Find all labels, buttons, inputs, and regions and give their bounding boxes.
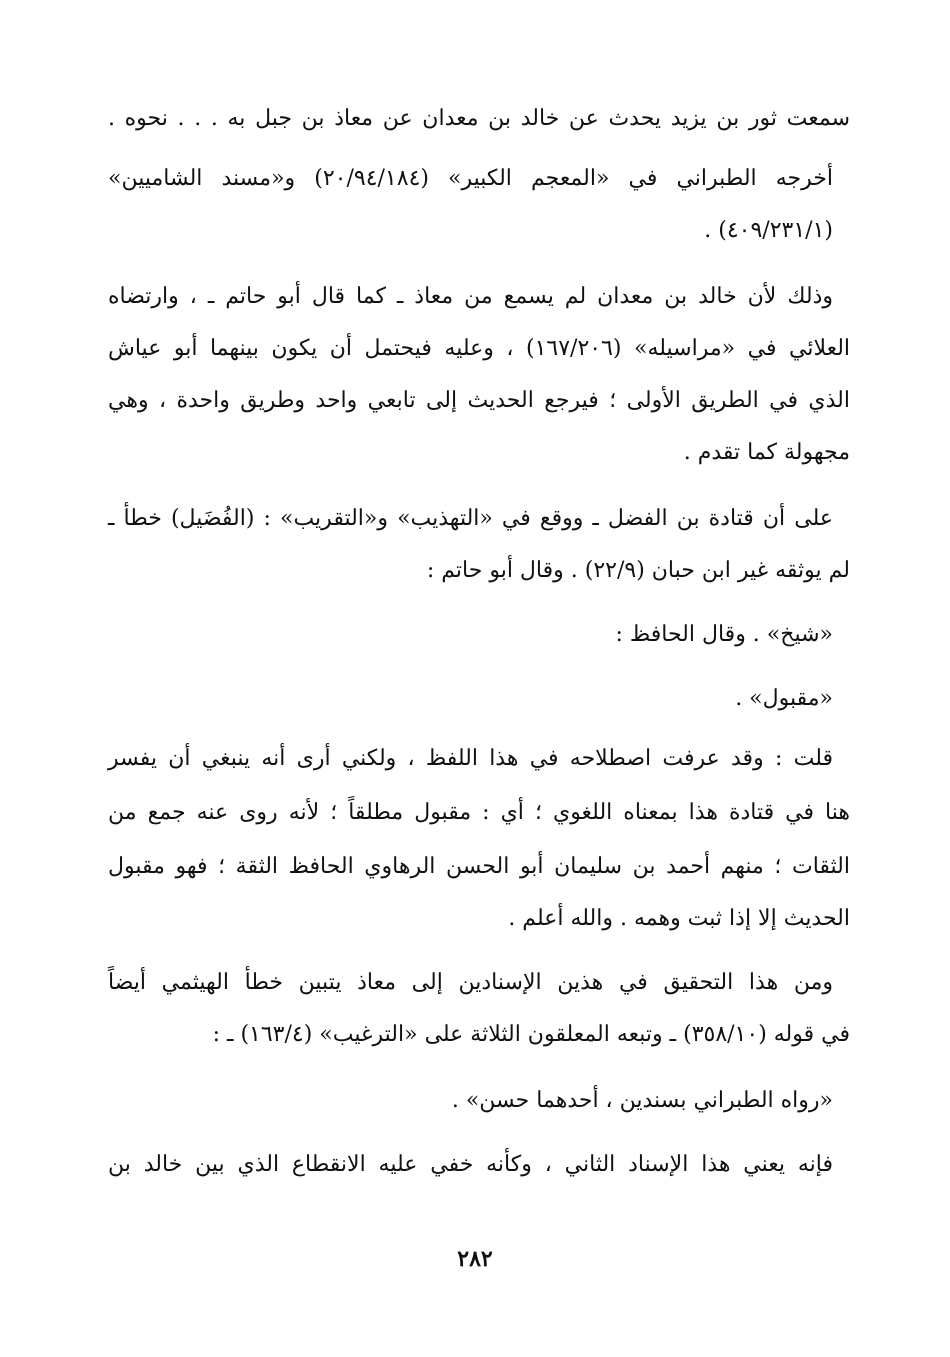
text-line: (٤٠٩/٢٣١/١) .: [704, 218, 833, 243]
text-line: سمعت ثور بن يزيد يحدث عن خالد بن معدان عن معاذ بن جبل به . . . نحوه .: [108, 106, 850, 131]
text-line: الذي في الطريق الأولى ؛ فيرجع الحديث إلى تابعي واحد وطريق واحدة ، وهي: [108, 388, 850, 413]
text-line: «رواه الطبراني بسندين ، أحدهما حسن» .: [451, 1088, 833, 1113]
text-line: العلائي في «مراسيله» (١٦٧/٢٠٦) ، وعليه فيحتمل أن يكون بينهما أبو عياش: [108, 336, 851, 361]
text-line: في قوله (٣٥٨/١٠) ـ وتبعه المعلقون الثلاثة على «الترغيب» (١٦٣/٤) ـ :: [212, 1022, 850, 1047]
page-number: ٢٨٢: [457, 1246, 493, 1272]
text-line: فإنه يعني هذا الإسناد الثاني ، وكأنه خفي عليه الانقطاع الذي بين خالد بن: [108, 1152, 833, 1177]
text-line: الثقات ؛ منهم أحمد بن سليمان أبو الحسن الرهاوي الحافظ الثقة ؛ فهو مقبول: [108, 854, 850, 879]
text-line: وذلك لأن خالد بن معدان لم يسمع من معاذ ـ كما قال أبو حاتم ـ ، وارتضاه: [108, 284, 833, 309]
text-line: «مقبول» .: [735, 686, 833, 711]
text-line: مجهولة كما تقدم .: [683, 440, 850, 465]
text-line: ومن هذا التحقيق في هذين الإسنادين إلى معاذ يتبين خطأ الهيثمي أيضاً: [108, 970, 833, 995]
text-line: هنا في قتادة هذا بمعناه اللغوي ؛ أي : مقبول مطلقاً ؛ لأنه روى عنه جمع من: [108, 800, 850, 825]
text-line: أخرجه الطبراني في «المعجم الكبير» (٢٠/٩٤/١٨٤) و«مسند الشاميين»: [108, 166, 833, 191]
text-line: الحديث إلا إذا ثبت وهمه . والله أعلم .: [508, 906, 850, 931]
text-line: «شيخ» . وقال الحافظ :: [615, 622, 833, 647]
text-line: لم يوثقه غير ابن حبان (٢٢/٩) . وقال أبو حاتم :: [426, 558, 850, 583]
text-line: على أن قتادة بن الفضل ـ ووقع في «التهذيب» و«التقريب» : (الفُضَيل) خطأ ـ: [108, 506, 833, 531]
text-line: قلت : وقد عرفت اصطلاحه في هذا اللفظ ، ولكني أرى أنه ينبغي أن يفسر: [108, 746, 833, 771]
